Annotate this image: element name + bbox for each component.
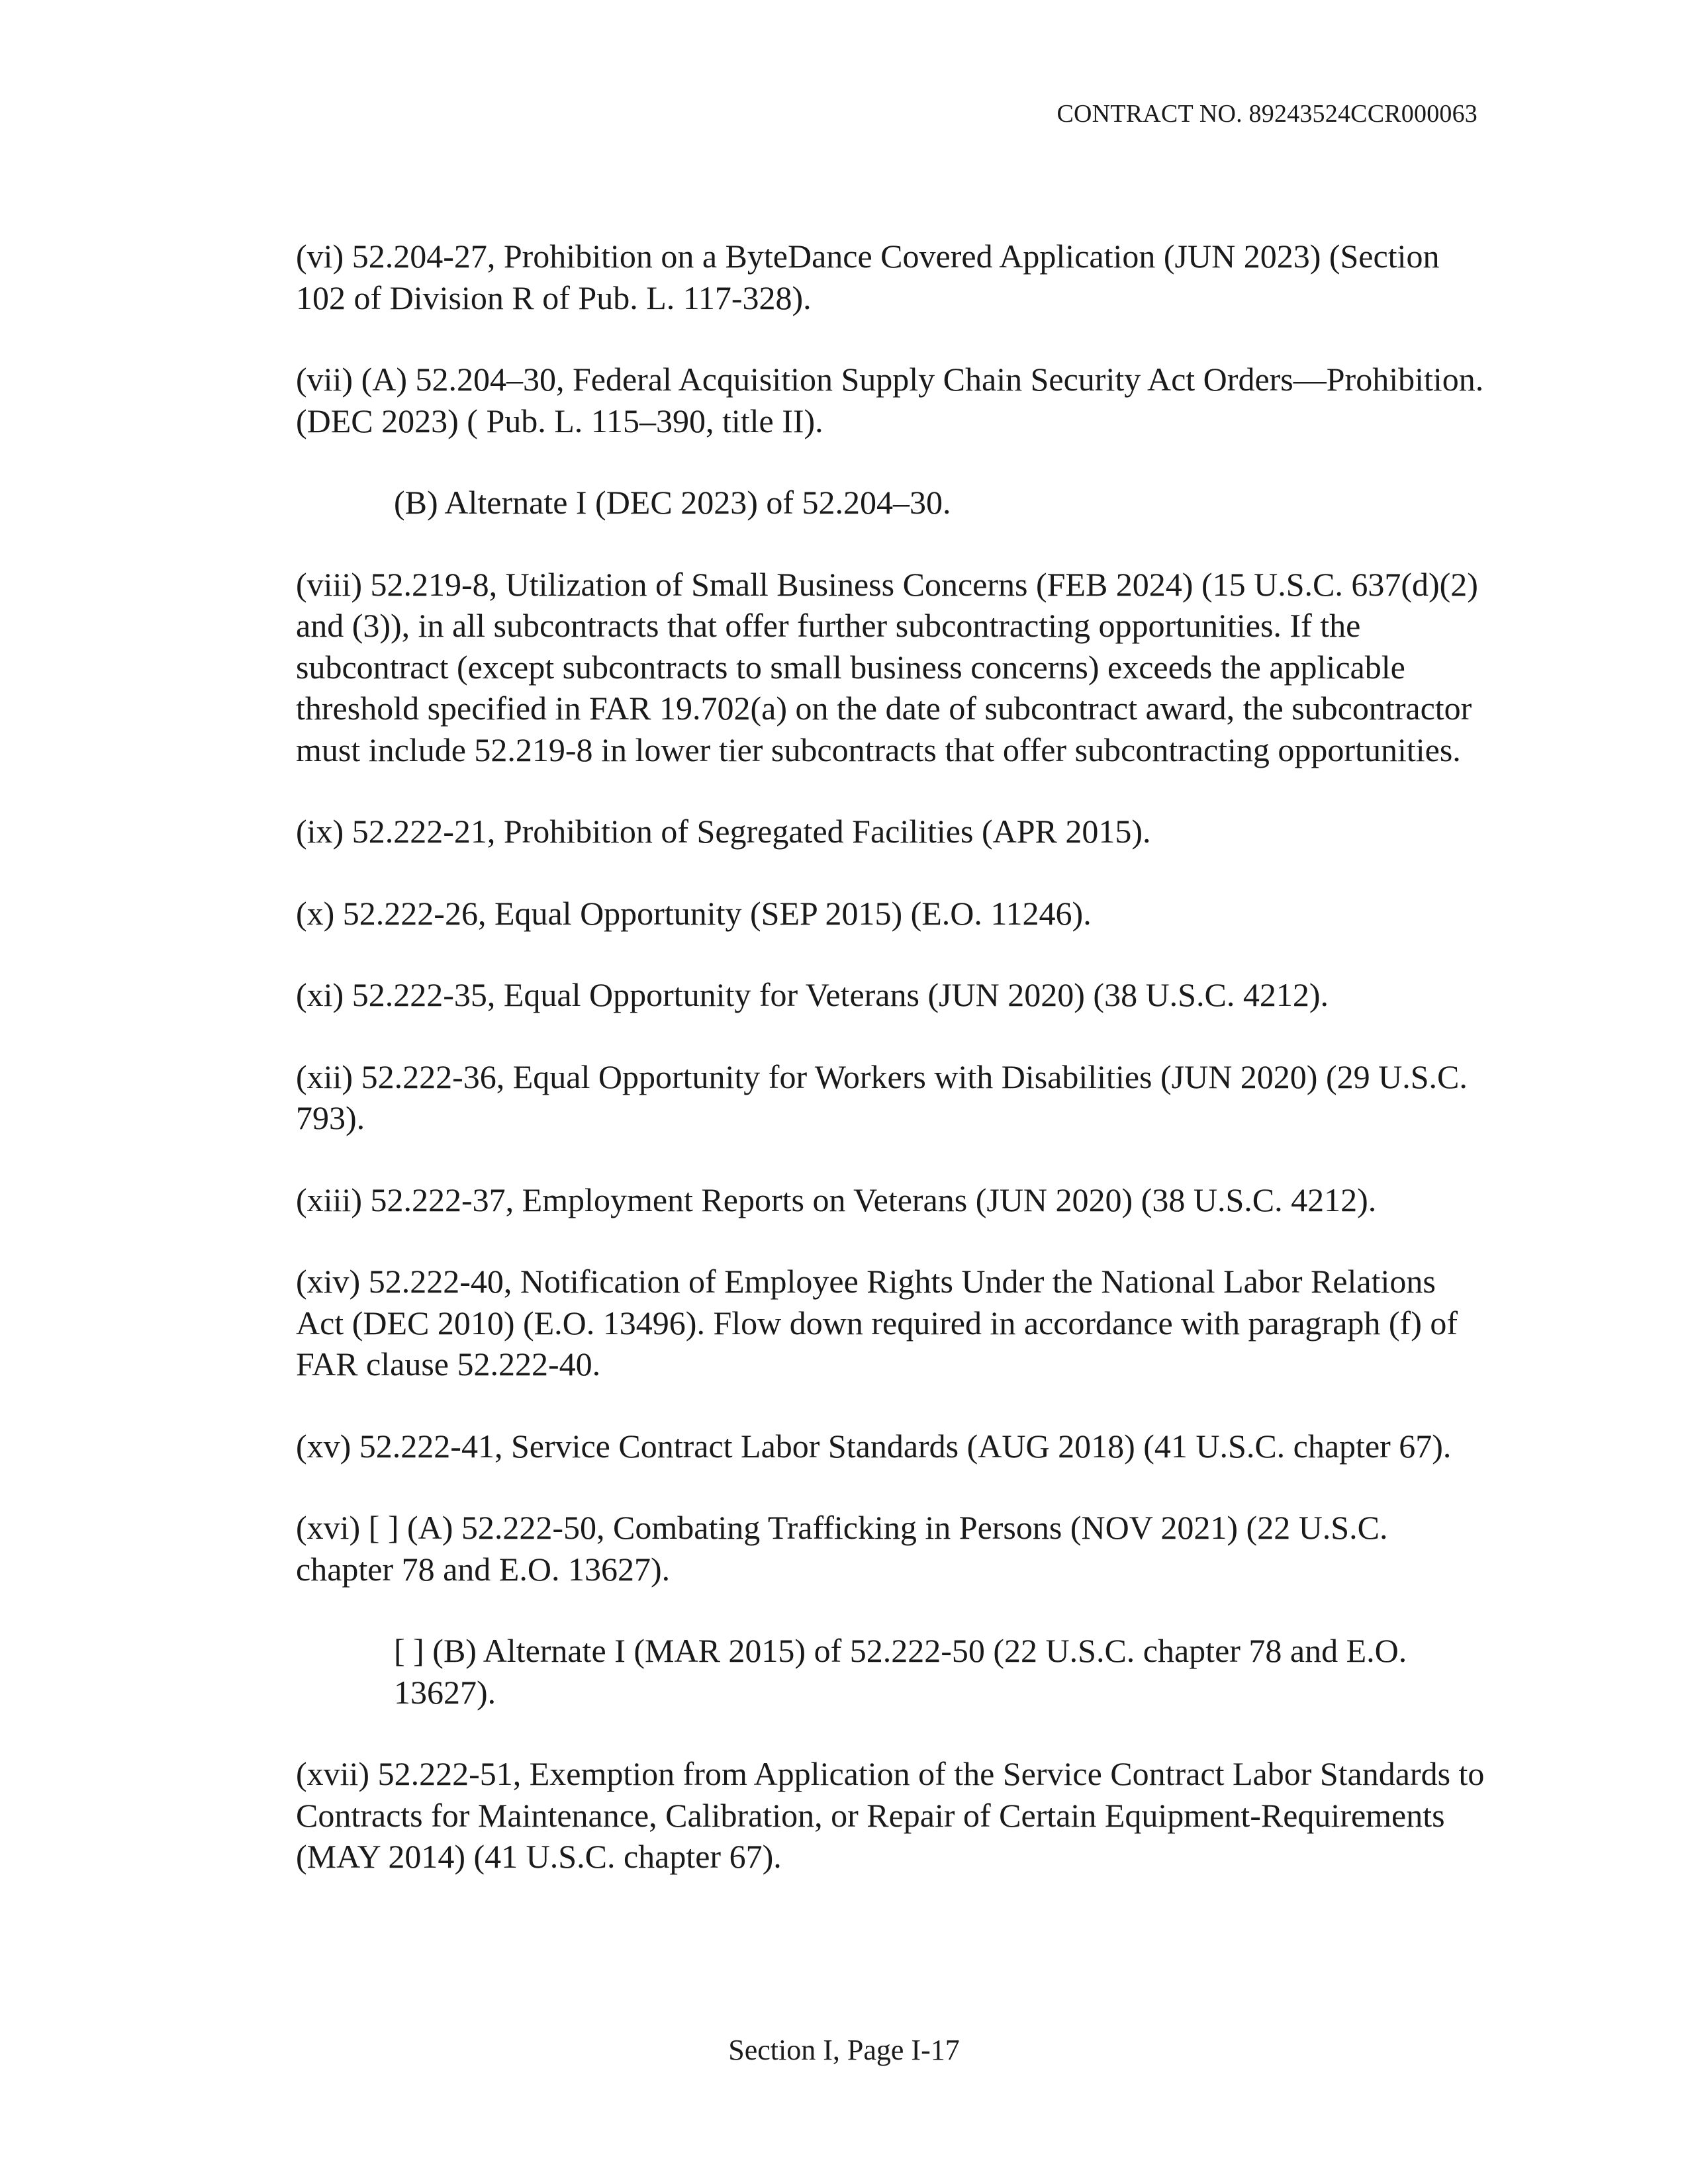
clause-list — [296, 236, 1487, 1918]
clause-xi: (xi) 52.222-35, Equal Opportunity for Veterans (JUN 2020) (38 U.S.C. 4212). — [296, 976, 1329, 1013]
clause-ix: (ix) 52.222-21, Prohibition of Segregated Facilities (APR 2015). — [296, 813, 1151, 850]
page-number-footer: Section I, Page I-17 — [728, 2034, 960, 2066]
clause-xiii: (xiii) 52.222-37, Employment Reports on Veterans (JUN 2020) (38 U.S.C. 4212). — [296, 1181, 1377, 1218]
clause-xiv: (xiv) 52.222-40, Notification of Employee Rights Under the National Labor Relations Act (DEC 2010) (E.O. 13496). Flow down required in accordance with paragraph (f) of FAR clause 52.222-40. — [296, 1263, 1458, 1383]
clause-xvi-b: [ ] (B) Alternate I (MAR 2015) of 52.222-50 (22 U.S.C. chapter 78 and E.O. 13627). — [394, 1632, 1407, 1711]
clause-vii-a: (vii) (A) 52.204–30, Federal Acquisition Supply Chain Security Act Orders—Prohibition. (DEC 2023) ( Pub. L. 115–390, title II). — [296, 361, 1484, 439]
clause-vi: (vi) 52.204-27, Prohibition on a ByteDance Covered Application (JUN 2023) (Section 102 of Division R of Pub. L. 117-328). — [296, 238, 1440, 316]
clause-xv: (xv) 52.222-41, Service Contract Labor Standards (AUG 2018) (41 U.S.C. chapter 67). — [296, 1427, 1452, 1465]
clause-viii: (viii) 52.219-8, Utilization of Small Business Concerns (FEB 2024) (15 U.S.C. 637(d)(2) and (3)), in all subcontracts that offer further subcontracting opportunities. If the subcontract (except subcontracts to small business concerns) exceeds the applicable threshold specified in FAR 19.702(a) on the date of subcontract award, the subcontractor must include 52.219-8 in lower tier subcontracts that offer subcontracting opportunities. — [296, 565, 1478, 768]
contract-number-header: CONTRACT NO. 89243524CCR000063 — [1056, 100, 1477, 128]
clause-x: (x) 52.222-26, Equal Opportunity (SEP 2015) (E.O. 11246). — [296, 894, 1092, 932]
clause-xvii: (xvii) 52.222-51, Exemption from Application of the Service Contract Labor Standards to Contracts for Maintenance, Calibration, or Repair of Certain Equipment-Requirements (MAY 2014) (41 U.S.C. chapter 67). — [296, 1755, 1485, 1875]
clause-vii-b: (B) Alternate I (DEC 2023) of 52.204–30. — [394, 484, 951, 521]
clause-xvi-a: (xvi) [ ] (A) 52.222-50, Combating Trafficking in Persons (NOV 2021) (22 U.S.C. chapter 78 and E.O. 13627). — [296, 1509, 1388, 1588]
clause-xii: (xii) 52.222-36, Equal Opportunity for Workers with Disabilities (JUN 2020) (29 U.S.C. 793). — [296, 1058, 1468, 1136]
